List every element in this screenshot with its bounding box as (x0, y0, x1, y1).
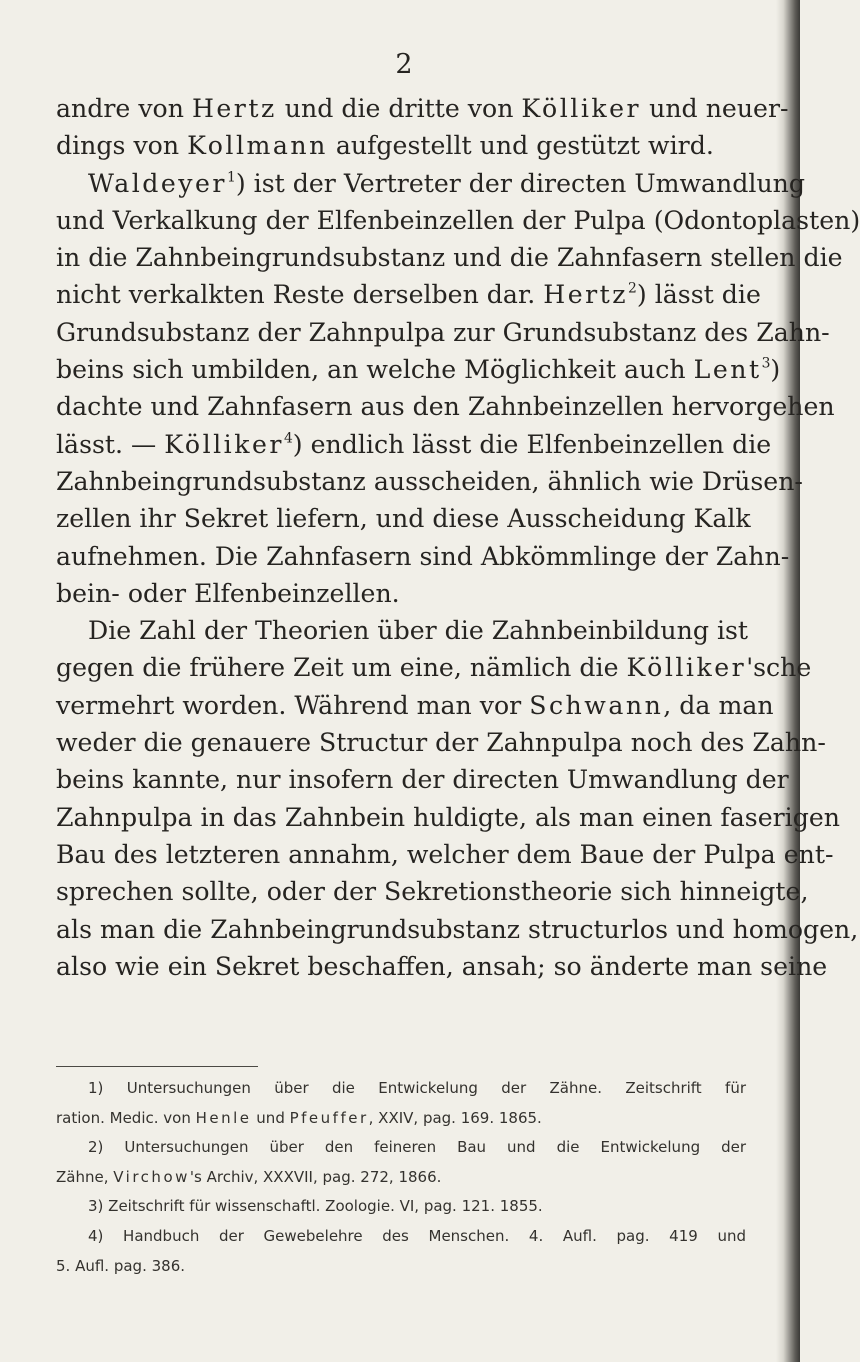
text-run: zellen ihr Sekret liefern, und diese Ausscheidung Kalk (56, 504, 751, 534)
text-run: dings von (56, 131, 188, 161)
body-line (56, 687, 774, 724)
author-name: Kollmann (187, 131, 328, 161)
text-run: als man die Zahnbeingrundsubstanz structurlos und homogen, (56, 914, 859, 944)
footnote-line (56, 1222, 746, 1252)
text-run: 2) Untersuchungen über den feineren Bau und die Entwickelung der (88, 1138, 746, 1157)
author-name: Kölliker (626, 653, 747, 683)
body-line (56, 538, 790, 575)
text-run: Zahnbeingrundsubstanz ausscheiden, ähnlich wie Drüsen- (56, 466, 803, 496)
footnote-separator (56, 1066, 258, 1067)
footnote-ref: 3 (761, 355, 771, 372)
text-run: gegen die frühere Zeit um eine, nämlich die (56, 653, 627, 683)
body-line (56, 948, 828, 985)
footnotes (56, 1074, 746, 1281)
text-run: also wie ein Sekret beschaffen, ansah; so änderte man seine (56, 951, 828, 981)
body-text (56, 90, 860, 985)
text-run: und Verkalkung der Elfenbeinzellen der Pulpa (Odontoplasten) (56, 205, 860, 235)
body-line (56, 500, 751, 537)
text-run: Zähne, (56, 1167, 114, 1186)
author-name: Waldeyer (88, 168, 227, 198)
author-name: Henle (195, 1108, 252, 1127)
author-name: Kölliker (164, 429, 284, 459)
text-run: in die Zahnbeingrundsubstanz und die Zahnfasern stellen die (56, 243, 843, 273)
text-run: beins sich umbilden, an welche Möglichkeit auch (56, 355, 694, 385)
body-line (56, 202, 860, 239)
footnote-line (56, 1163, 746, 1193)
text-run: , XXIV, pag. 169. 1865. (368, 1108, 542, 1127)
author-name: Kölliker (521, 94, 642, 123)
text-run: 's Archiv, XXXVII, pag. 272, 1866. (189, 1167, 442, 1186)
body-line (56, 90, 789, 127)
text-run: 5. Aufl. pag. 386. (56, 1256, 186, 1275)
body-line (56, 724, 826, 761)
text-run: , da man (663, 690, 774, 720)
text-run: beins kannte, nur insofern der directen Umwandlung der (56, 765, 789, 795)
text-run: bein- oder Elfenbeinzellen. (56, 578, 400, 608)
body-line (56, 239, 843, 276)
page-number: 2 (395, 49, 413, 80)
author-name: Virchow (113, 1167, 190, 1186)
text-run: Grundsubstanz der Zahnpulpa zur Grundsubstanz des Zahn- (56, 317, 830, 347)
text-run: nicht verkalkten Reste derselben dar. (56, 280, 544, 310)
text-run: ) endlich lässt die Elfenbeinzellen die (292, 429, 772, 459)
body-line (56, 276, 761, 313)
body-line (56, 426, 772, 463)
author-name: Schwann (529, 690, 664, 720)
text-run: 1) Untersuchungen über die Entwickelung der Zähne. Zeitschrift für (88, 1079, 746, 1097)
text-run: 4) Handbuch der Gewebelehre des Menschen. 4. Aufl. pag. 419 und (88, 1226, 746, 1245)
text-run: Die Zahl der Theorien über die Zahnbeinbildung ist (88, 616, 749, 646)
text-run: 'sche (746, 653, 812, 683)
author-name: Hertz (191, 94, 277, 123)
text-run: andre von (56, 94, 192, 123)
footnote-line (56, 1192, 746, 1222)
text-run: lässt. — (56, 429, 165, 459)
footnote-ref: 1 (226, 169, 236, 186)
text-run: ) ist der Vertreter der directen Umwandlung (235, 168, 806, 198)
text-run: Bau des letzteren annahm, welcher dem Baue der Pulpa ent- (56, 839, 834, 869)
text-run: ) lässt die (636, 280, 761, 310)
body-line (56, 314, 830, 351)
text-run: dachte und Zahnfasern aus den Zahnbeinzellen hervorgehen (56, 392, 835, 422)
text-run: ration. Medic. von (56, 1108, 196, 1127)
text-run: aufgestellt und gestützt wird. (327, 131, 714, 161)
text-run: aufnehmen. Die Zahnfasern sind Abkömmlinge der Zahn- (56, 541, 790, 571)
text-run: ) (770, 355, 781, 385)
body-line (56, 649, 812, 686)
text-run: und (251, 1108, 290, 1127)
text-run: weder die genauere Structur der Zahnpulpa noch des Zahn- (56, 728, 826, 758)
author-name: Lent (693, 355, 762, 385)
body-line (56, 351, 781, 388)
body-line (56, 911, 859, 948)
text-run: und neuer- (641, 94, 789, 123)
body-line (56, 463, 803, 500)
footnote-line (56, 1074, 746, 1104)
text-run: vermehrt worden. Während man vor (56, 690, 530, 720)
author-name: Hertz (543, 280, 629, 310)
body-line (56, 127, 746, 164)
author-name: Pfeuffer (289, 1108, 369, 1127)
text-run: 3) Zeitschrift für wissenschaftl. Zoologie. VI, pag. 121. 1855. (88, 1197, 543, 1216)
footnote-line (56, 1133, 746, 1163)
text-run: sprechen sollte, oder der Sekretionstheorie sich hinneigte, (56, 877, 809, 907)
footnote-ref: 4 (283, 430, 293, 447)
footnote-line (56, 1104, 746, 1134)
text-run: und die dritte von (276, 94, 522, 123)
footnote-ref: 2 (628, 281, 637, 298)
body-line (56, 761, 789, 798)
footnote-line (56, 1252, 746, 1282)
text-run: Zahnpulpa in das Zahnbein huldigte, als man einen faserigen (56, 802, 840, 832)
body-line (56, 165, 806, 202)
body-line (56, 612, 749, 649)
body-line (56, 836, 834, 873)
body-line (56, 873, 809, 910)
body-line (56, 388, 835, 425)
body-line (56, 575, 746, 612)
body-line (56, 799, 840, 836)
